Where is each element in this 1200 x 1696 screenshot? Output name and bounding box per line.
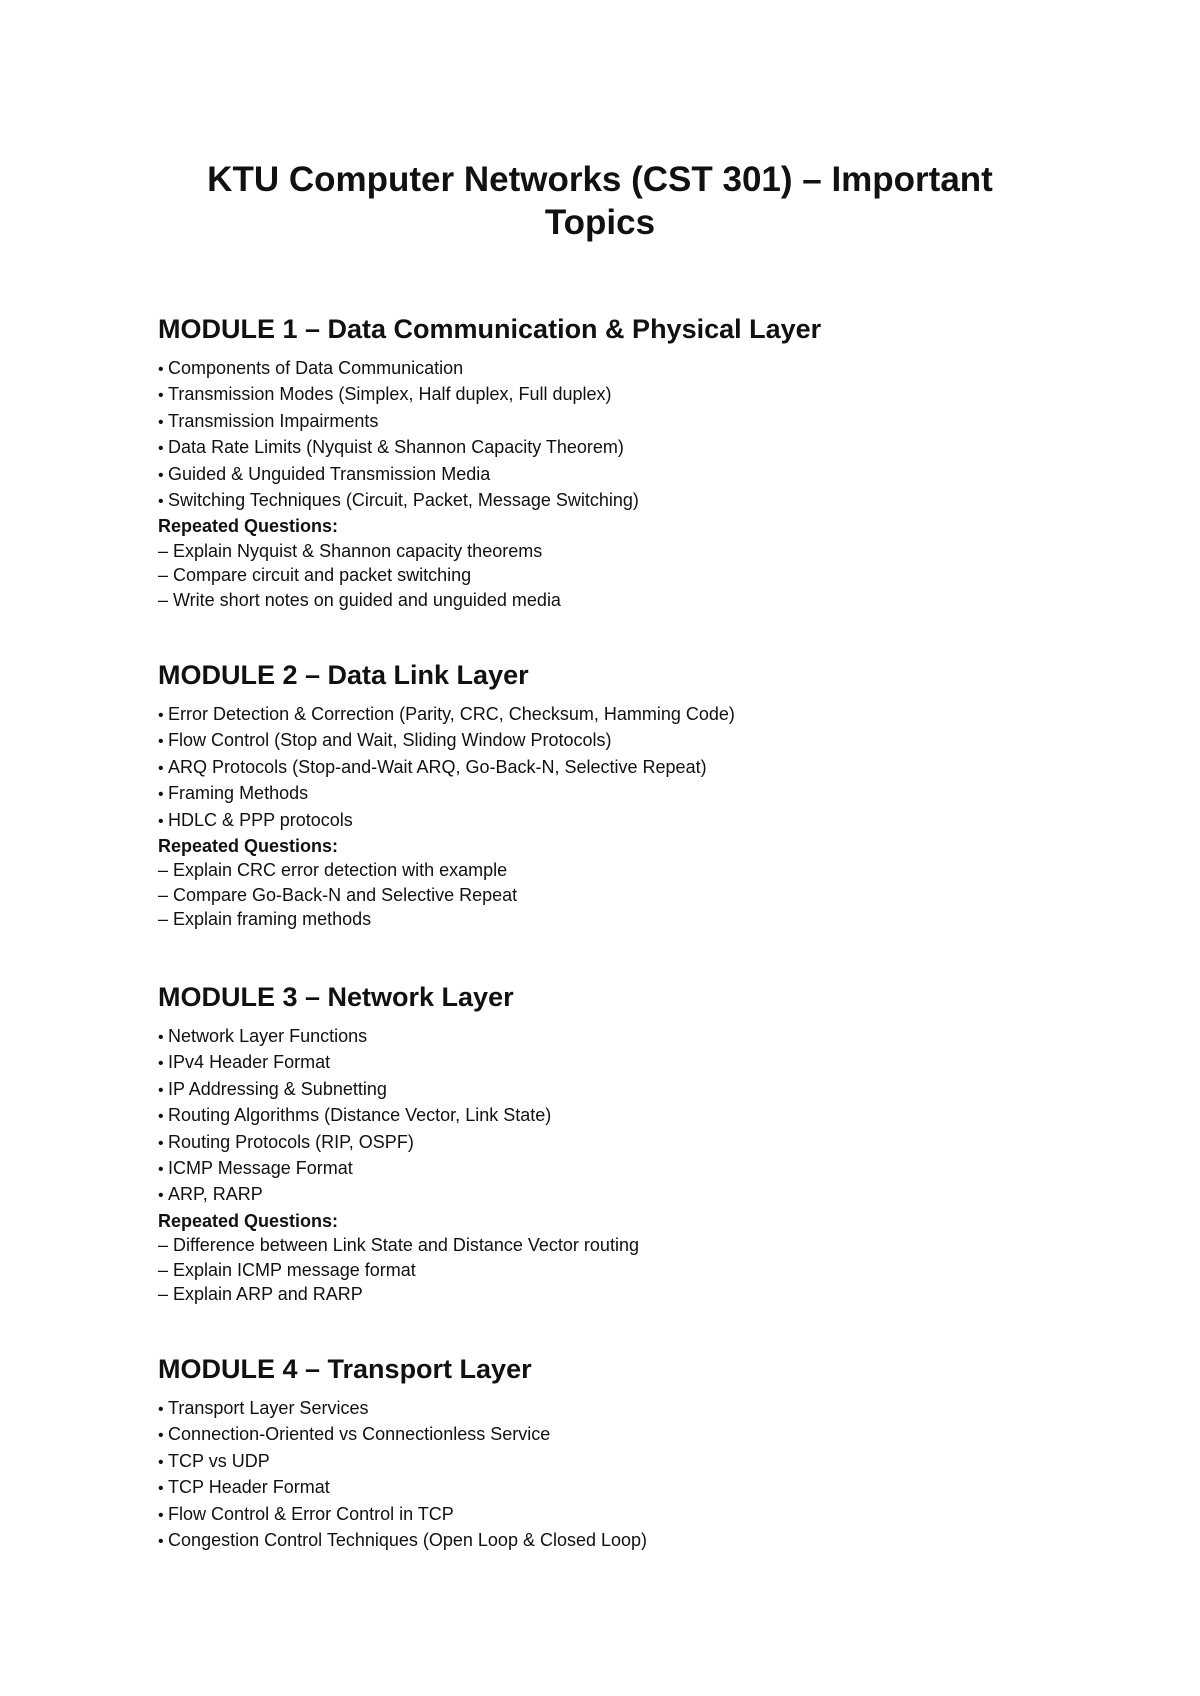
question-item: – Explain ARP and RARP <box>158 1282 1098 1306</box>
topic-item: • ICMP Message Format <box>158 1156 1098 1182</box>
module-2-section <box>158 658 1098 932</box>
module-1-question-list <box>158 539 1098 612</box>
topic-item: • Congestion Control Techniques (Open Loop & Closed Loop) <box>158 1528 1098 1554</box>
topic-item: • TCP vs UDP <box>158 1449 1098 1475</box>
topic-item: • Components of Data Communication <box>158 356 1098 382</box>
topic-item: • HDLC & PPP protocols <box>158 808 1098 834</box>
module-3-section <box>158 980 1098 1306</box>
module-3-question-list <box>158 1233 1098 1306</box>
repeated-questions-label: Repeated Questions: <box>158 516 339 537</box>
topic-item: • Guided & Unguided Transmission Media <box>158 462 1098 488</box>
topic-item: • Network Layer Functions <box>158 1024 1098 1050</box>
question-item: – Explain framing methods <box>158 907 1098 931</box>
question-item: – Explain Nyquist & Shannon capacity theorems <box>158 539 1098 563</box>
module-3-topic-list <box>158 1024 1098 1209</box>
module-2-question-list <box>158 858 1098 931</box>
question-item: – Explain CRC error detection with example <box>158 858 1098 882</box>
module-4-topic-list <box>158 1396 1098 1554</box>
repeated-questions-label: Repeated Questions: <box>158 836 339 857</box>
module-2-heading: MODULE 2 – Data Link Layer <box>158 660 529 690</box>
repeated-questions-label: Repeated Questions: <box>158 1210 339 1231</box>
topic-item: • Data Rate Limits (Nyquist & Shannon Capacity Theorem) <box>158 435 1098 461</box>
module-2-topic-list <box>158 702 1098 834</box>
topic-item: • TCP Header Format <box>158 1475 1098 1501</box>
topic-item: • Framing Methods <box>158 781 1098 807</box>
topic-item: • IP Addressing & Subnetting <box>158 1077 1098 1103</box>
module-1-topic-list <box>158 356 1098 514</box>
topic-item: • Routing Protocols (RIP, OSPF) <box>158 1130 1098 1156</box>
topic-item: • Switching Techniques (Circuit, Packet, Message Switching) <box>158 488 1098 514</box>
module-3-heading: MODULE 3 – Network Layer <box>158 982 514 1012</box>
question-item: – Write short notes on guided and unguided media <box>158 588 1098 612</box>
module-4-section <box>158 1352 1098 1554</box>
topic-item: • Routing Algorithms (Distance Vector, Link State) <box>158 1103 1098 1129</box>
question-item: – Difference between Link State and Distance Vector routing <box>158 1233 1098 1257</box>
topic-item: • Connection-Oriented vs Connectionless Service <box>158 1422 1098 1448</box>
topic-item: • ARP, RARP <box>158 1182 1098 1208</box>
topic-item: • Flow Control & Error Control in TCP <box>158 1502 1098 1528</box>
module-4-heading: MODULE 4 – Transport Layer <box>158 1354 532 1384</box>
topic-item: • IPv4 Header Format <box>158 1050 1098 1076</box>
topic-item: • Flow Control (Stop and Wait, Sliding Window Protocols) <box>158 728 1098 754</box>
topic-item: • Transmission Impairments <box>158 409 1098 435</box>
document-title: KTU Computer Networks (CST 301) – Important Topics <box>207 160 993 242</box>
question-item: – Explain ICMP message format <box>158 1258 1098 1282</box>
question-item: – Compare circuit and packet switching <box>158 563 1098 587</box>
topic-item: • Error Detection & Correction (Parity, CRC, Checksum, Hamming Code) <box>158 702 1098 728</box>
module-1-section <box>158 312 1098 612</box>
question-item: – Compare Go-Back-N and Selective Repeat <box>158 883 1098 907</box>
topic-item: • Transport Layer Services <box>158 1396 1098 1422</box>
topic-item: • Transmission Modes (Simplex, Half duplex, Full duplex) <box>158 382 1098 408</box>
topic-item: • ARQ Protocols (Stop-and-Wait ARQ, Go-Back-N, Selective Repeat) <box>158 755 1098 781</box>
module-1-heading: MODULE 1 – Data Communication & Physical Layer <box>158 314 822 344</box>
